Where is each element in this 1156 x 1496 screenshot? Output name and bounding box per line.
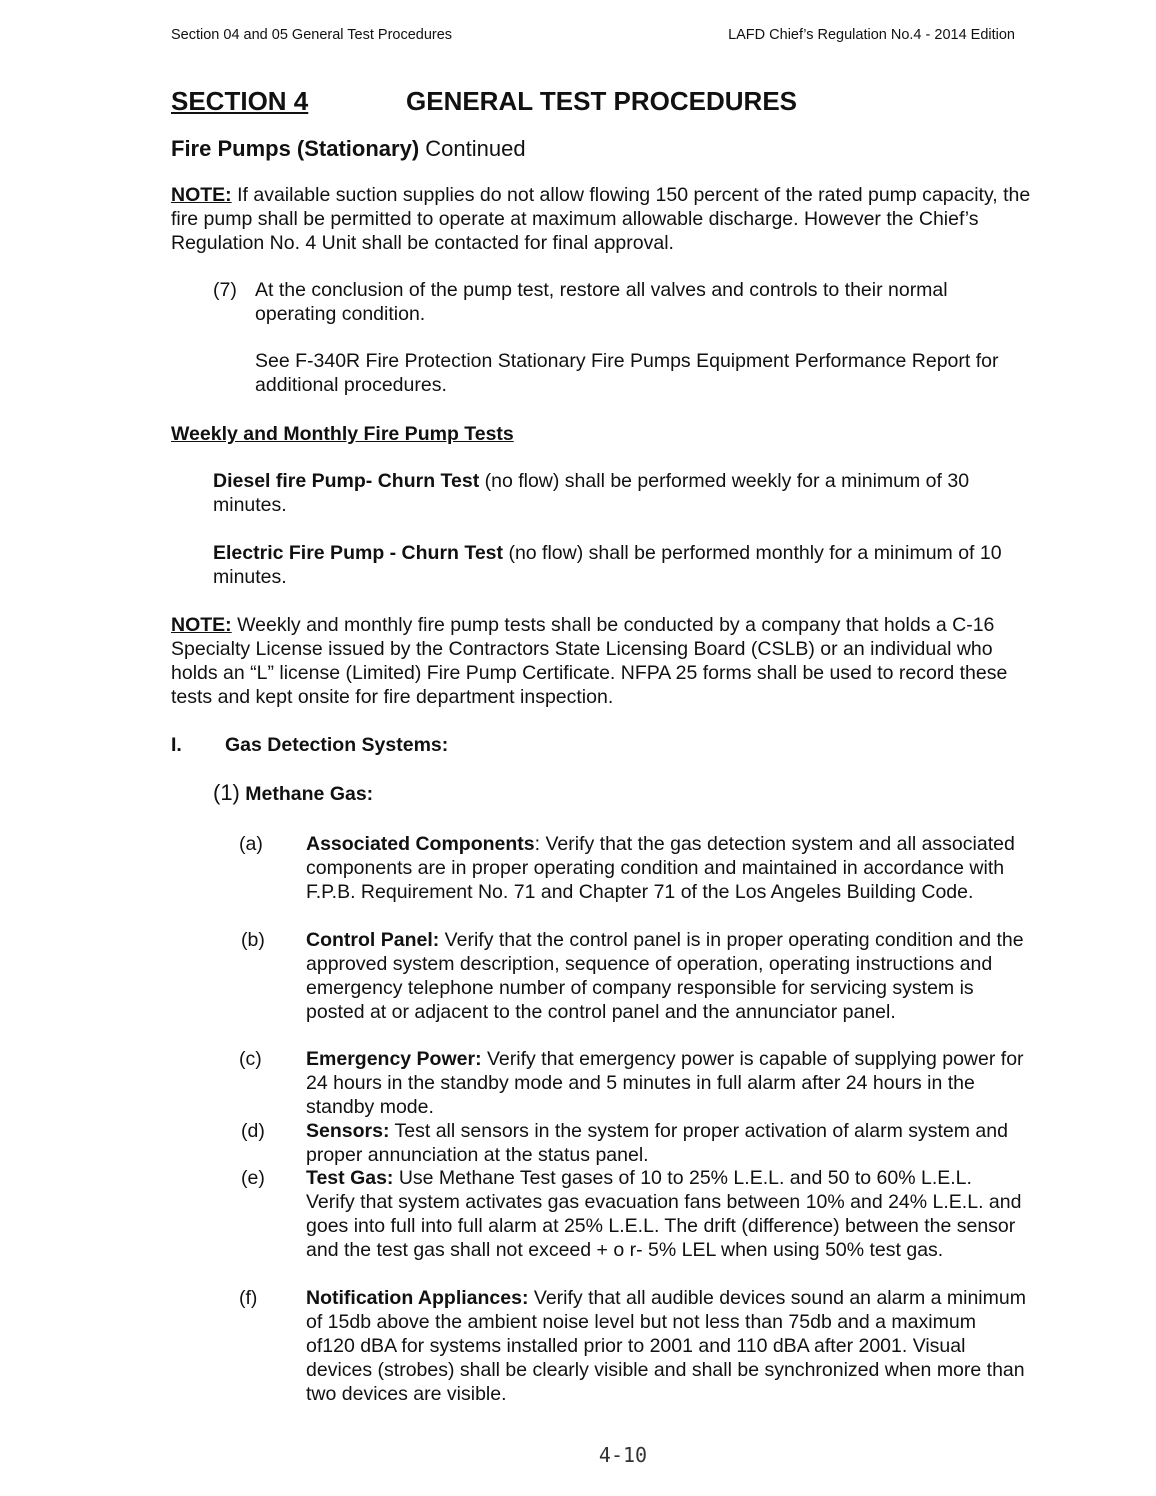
section-number: SECTION 4 [171, 86, 309, 116]
list-item [306, 1119, 1028, 1167]
methane-heading [213, 781, 373, 806]
item-title: Notification Appliances: [306, 1287, 529, 1309]
page-number: 4-10 [598, 1443, 648, 1467]
electric-label: Electric Fire Pump - Churn Test [213, 542, 504, 564]
item-text: Use Methane Test gases of 10 to 25% L.E.L. and 50 to 60% L.E.L. Verify that system activates gas evacuation fans between 10% and 24% L.E.L. and goes into full into full alarm at 25% L.E.L. The drift (difference) between the sensor and the test gas shall not exceed + o r- 5% LEL when using 50% test gas. [306, 1167, 1022, 1261]
item-title: Associated Components [306, 833, 535, 855]
methane-number: (1) [213, 780, 240, 805]
item-label: (a) [239, 833, 263, 855]
electric-churn-test [213, 541, 1023, 589]
item-title: Control Panel: [306, 929, 440, 951]
subsection-heading-bold: Fire Pumps (Stationary) [171, 136, 420, 161]
item-text: Test all sensors in the system for proper activation of alarm system and proper annunciation at the status panel. [306, 1120, 1008, 1166]
list-item [306, 1166, 1026, 1262]
note-label: NOTE: [171, 614, 232, 636]
diesel-label: Diesel fire Pump- Churn Test [213, 470, 480, 492]
section-title: GENERAL TEST PROCEDURES [406, 86, 798, 116]
item-title: Sensors: [306, 1120, 390, 1142]
subsection-heading [171, 136, 526, 162]
note-label: NOTE: [171, 184, 232, 206]
item-label: (e) [241, 1167, 265, 1189]
diesel-churn-test [213, 469, 1023, 517]
item-label: (d) [241, 1120, 265, 1142]
gas-section-number: I. [171, 734, 182, 756]
item-text: Verify that emergency power is capable of supplying power for 24 hours in the standby mode and 5 minutes in full alarm after 24 hours in the standby mode. [306, 1048, 1024, 1118]
item-label: (b) [241, 929, 265, 951]
step-number: (7) [213, 279, 237, 301]
running-header-right: LAFD Chief’s Regulation No.4 - 2014 Edition [728, 27, 1015, 43]
electric-text: (no flow) shall be performed monthly for a minimum of 10 minutes. [213, 542, 1002, 588]
weekly-monthly-heading: Weekly and Monthly Fire Pump Tests [171, 423, 514, 445]
list-item [306, 1286, 1026, 1406]
list-item [306, 832, 1026, 904]
see-reference: See F-340R Fire Protection Stationary Fire Pumps Equipment Performance Report for additional procedures. [255, 350, 999, 396]
diesel-text: (no flow) shall be performed weekly for a minimum of 30 minutes. [213, 470, 970, 516]
note-text: If available suction supplies do not allow flowing 150 percent of the rated pump capacity, the fire pump shall be permitted to operate at maximum allowable discharge. However the Chief’s Regulation No. 4 Unit shall be contacted for final approval. [171, 184, 1031, 254]
item-label: (c) [239, 1048, 262, 1070]
step-text: At the conclusion of the pump test, restore all valves and controls to their normal operating condition. [255, 279, 948, 325]
list-item [306, 1047, 1026, 1119]
subsection-heading-rest: Continued [419, 136, 526, 161]
item-text: : Verify that the gas detection system and all associated components are in proper operating condition and maintained in accordance with F.P.B. Requirement No. 71 and Chapter 71 of the Los Angeles Building Code. [306, 833, 1015, 903]
item-text: Verify that the control panel is in proper operating condition and the approved system description, sequence of operation, operating instructions and emergency telephone number of company responsible for servicing system is posted at or adjacent to the control panel and the annunciator panel. [306, 929, 1024, 1023]
item-title: Emergency Power: [306, 1048, 482, 1070]
item-label: (f) [239, 1287, 258, 1309]
item-title: Test Gas: [306, 1167, 394, 1189]
methane-title: Methane Gas: [239, 783, 374, 805]
gas-section-title: Gas Detection Systems: [225, 734, 449, 756]
item-text: Verify that all audible devices sound an alarm a minimum of 15db above the ambient noise level but not less than 75db and a maximum of120 dBA for systems installed prior to 2001 and 110 dBA after 2001. Visual devices (strobes) shall be clearly visible and shall be synchronized when more than two devices are visible. [306, 1287, 1026, 1405]
note-paragraph-1 [171, 183, 1031, 255]
note-text: Weekly and monthly fire pump tests shall be conducted by a company that holds a C-16 Specialty License issued by the Contractors State Licensing Board (CSLB) or an individual who holds an “L” license (Limited) Fire Pump Certificate. NFPA 25 forms shall be used to record these tests and kept onsite for fire department inspection. [171, 614, 1008, 708]
note-paragraph-2 [171, 613, 1031, 709]
list-item [306, 928, 1026, 1024]
running-header-left: Section 04 and 05 General Test Procedures [171, 27, 453, 43]
